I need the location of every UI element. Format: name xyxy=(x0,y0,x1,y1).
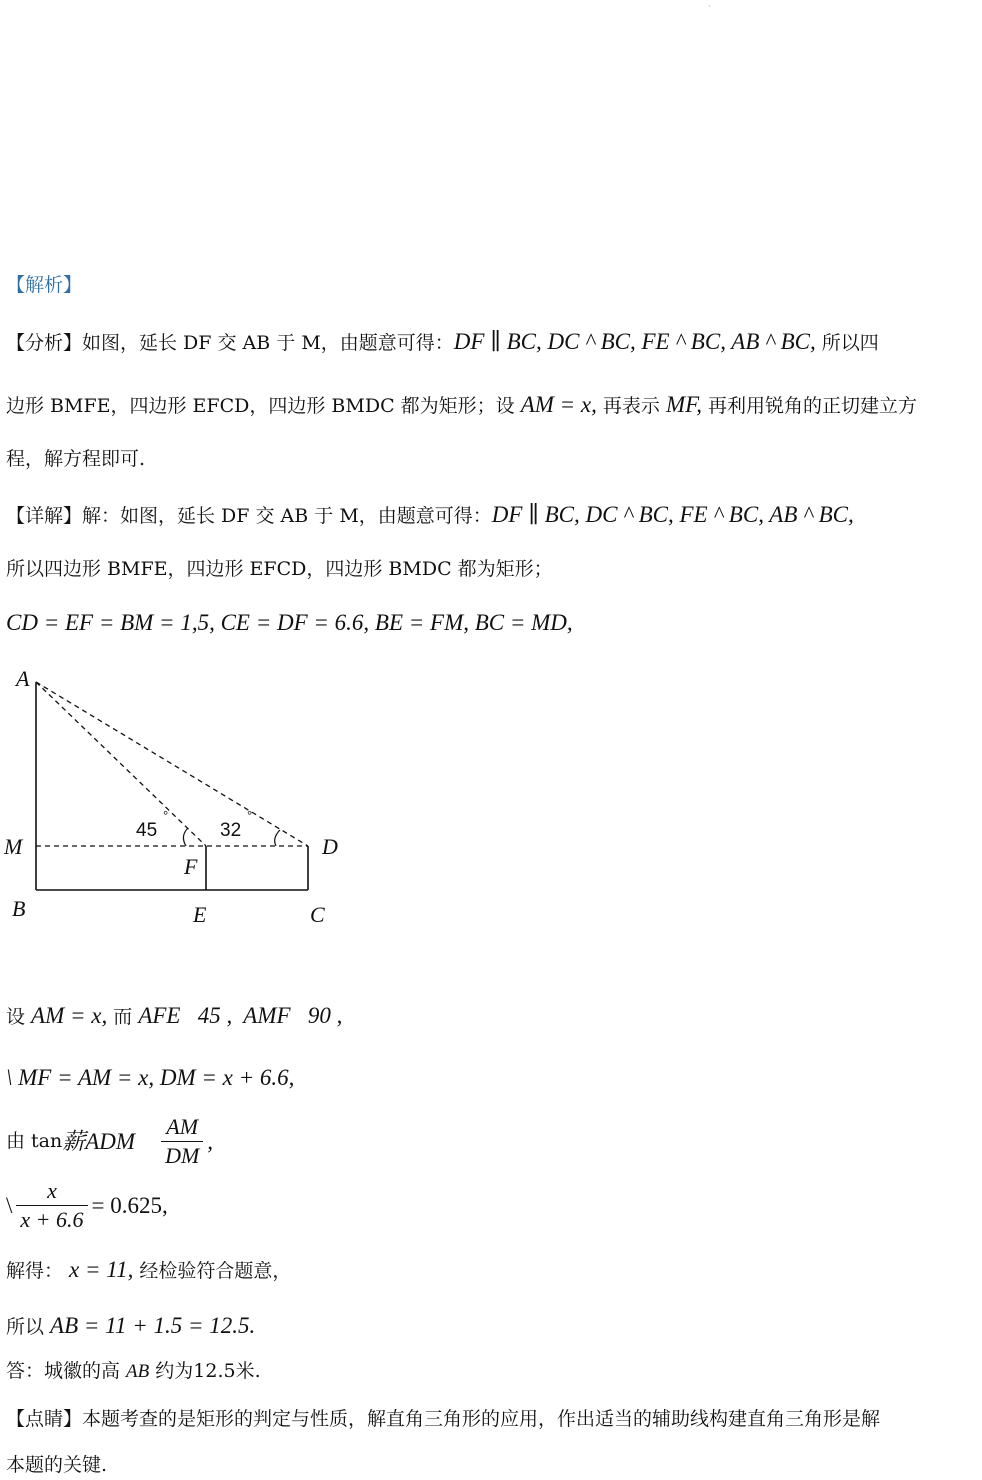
analysis-line2-text-b: 再表示 xyxy=(596,395,666,417)
solution-1-math: AM = x, xyxy=(31,1003,108,1028)
analysis-tag: 【分析】 xyxy=(6,332,83,354)
solution-4-prefix: \ xyxy=(6,1193,13,1218)
solution-line-5 xyxy=(6,1258,291,1281)
angle-label-32: 32 xyxy=(220,820,242,841)
detail-tag: 【详解】 xyxy=(6,505,83,527)
solution-1-math2: AFE 45 , AMF 90 , xyxy=(138,1003,343,1028)
analysis-line1-text: 如图，延长 DF 交 AB 于 M，由题意可得： xyxy=(82,332,454,354)
solution-3-tail: , xyxy=(207,1129,214,1154)
solution-5-b: 经检验符合题意， xyxy=(133,1260,292,1282)
fraction-am-dm xyxy=(161,1116,203,1167)
solution-1-a: 设 xyxy=(6,1006,32,1028)
label-b: B xyxy=(12,896,26,921)
label-m: M xyxy=(4,834,23,859)
solution-7-b: 约为12.5米. xyxy=(149,1360,261,1382)
analysis-line1-tail: 所以四 xyxy=(815,332,879,354)
detail-line-1 xyxy=(6,503,854,526)
stray-dot: · xyxy=(708,2,711,11)
analysis-line-1 xyxy=(6,330,879,353)
angle-arc-f xyxy=(183,828,188,846)
solution-6-a: 所以 xyxy=(6,1316,51,1338)
section-header: 【解析】 xyxy=(6,274,83,296)
fraction-x-num: x xyxy=(16,1180,87,1206)
detail-line1-text: 解：如图，延长 DF 交 AB 于 M，由题意可得： xyxy=(82,505,492,527)
solution-line-7 xyxy=(6,1362,261,1381)
degree-mark-45: ° xyxy=(163,808,169,823)
solution-5-a: 解得： xyxy=(6,1260,70,1282)
fraction-am-dm-den: DM xyxy=(165,1143,200,1168)
label-f: F xyxy=(184,854,198,879)
solution-1-b: 而 xyxy=(107,1006,139,1028)
geometry-figure xyxy=(0,660,360,940)
solution-5-math: x = 11, xyxy=(69,1257,134,1282)
analysis-line-2 xyxy=(6,393,917,416)
solution-line-2: \ MF = AM = x, DM = x + 6.6, xyxy=(6,1065,295,1090)
analysis-line-3: 程，解方程即可. xyxy=(6,448,146,470)
detail-line1-math: DF ∥ BC, DC ^ BC, FE ^ BC, AB ^ BC, xyxy=(491,502,854,527)
analysis-line2-text-a: 边形 BMFE，四边形 EFCD，四边形 BMDC 都为矩形；设 xyxy=(6,395,521,417)
comment-line1-text: 本题考查的是矩形的判定与性质，解直角三角形的应用，作出适当的辅助线构建直角三角形是解 xyxy=(82,1408,881,1430)
degree-mark-32: ° xyxy=(247,808,253,823)
label-e: E xyxy=(193,902,207,927)
analysis-line2-text-c: 再利用锐角的正切建立方 xyxy=(701,395,918,417)
comment-line-2: 本题的关键. xyxy=(6,1454,108,1476)
segment-af-dashed xyxy=(36,682,206,846)
angle-label-45: 45 xyxy=(136,820,158,841)
comment-line-1 xyxy=(6,1410,880,1429)
analysis-line2-math-b: MF, xyxy=(665,392,702,417)
label-c: C xyxy=(310,902,325,927)
solution-line-4 xyxy=(6,1180,168,1231)
solution-line-3 xyxy=(6,1116,213,1167)
detail-line-3: CD = EF = BM = 1,5, CE = DF = 6.6, BE = FM, BC = MD, xyxy=(6,610,573,635)
label-d: D xyxy=(322,834,338,859)
fraction-am-dm-num: AM xyxy=(161,1116,203,1142)
detail-line-2: 所以四边形 BMFE，四边形 EFCD，四边形 BMDC 都为矩形； xyxy=(6,558,553,580)
solution-3-a: 由 tan xyxy=(6,1130,63,1152)
solution-4-tail: = 0.625, xyxy=(91,1193,168,1218)
comment-tag: 【点睛】 xyxy=(6,1408,83,1430)
label-a: A xyxy=(16,666,30,691)
solution-7-math: AB xyxy=(126,1361,150,1382)
analysis-line2-math-a: AM = x, xyxy=(520,392,597,417)
fraction-x-den: x + 6.6 xyxy=(20,1207,84,1232)
solution-line-1 xyxy=(6,1004,342,1027)
fraction-x xyxy=(16,1180,87,1231)
solution-line-6 xyxy=(6,1314,255,1337)
solution-6-math: AB = 11 + 1.5 = 12.5. xyxy=(50,1313,256,1338)
solution-7-a: 答：城徽的高 xyxy=(6,1360,127,1382)
segment-ad-dashed xyxy=(36,682,308,846)
angle-arc-d xyxy=(275,830,280,846)
solution-3-b: 薪ADM xyxy=(62,1129,136,1154)
analysis-line1-math: DF ∥ BC, DC ^ BC, FE ^ BC, AB ^ BC, xyxy=(453,329,816,354)
